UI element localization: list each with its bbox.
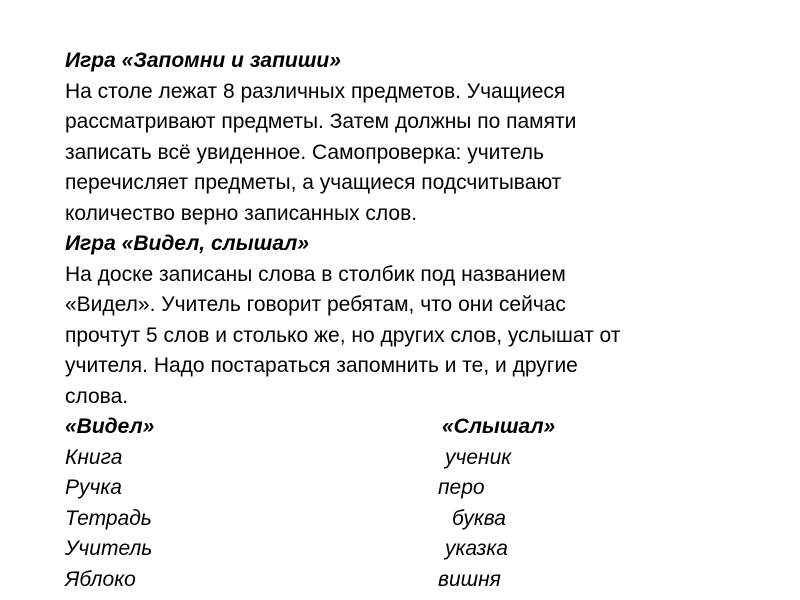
heard-word: вишня bbox=[438, 567, 501, 591]
word-row bbox=[65, 565, 765, 596]
seen-word: Книга bbox=[65, 445, 123, 469]
game1-title: Игра «Запомни и запиши» bbox=[65, 49, 341, 72]
game2-line: слова. bbox=[65, 384, 129, 408]
word-row bbox=[65, 504, 765, 535]
game1-line: На столе лежат 8 различных предметов. Учащиеся bbox=[65, 79, 566, 103]
heard-word: перо bbox=[438, 476, 485, 499]
game2-line: учителя. Надо постараться запомнить и те, и другие bbox=[65, 354, 578, 377]
game1-line: перечисляет предметы, а учащиеся подсчитывают bbox=[65, 171, 562, 194]
word-row bbox=[65, 473, 765, 504]
seen-word: Учитель bbox=[65, 537, 153, 560]
text-block bbox=[65, 46, 765, 595]
game2-line: На доске записаны слова в столбик под названием bbox=[65, 262, 566, 286]
word-row bbox=[65, 534, 765, 565]
columns-header-row bbox=[65, 412, 765, 443]
game1-line: записать всё увиденное. Самопроверка: учитель bbox=[65, 140, 544, 164]
seen-word: Тетрадь bbox=[65, 506, 152, 530]
game2-line: прочтут 5 слов и столько же, но других слов, услышат от bbox=[65, 323, 621, 347]
heard-column-header: «Слышал» bbox=[442, 415, 556, 438]
seen-column-header: «Видел» bbox=[65, 415, 155, 438]
game2-line: «Видел». Учитель говорит ребятам, что они сейчас bbox=[65, 293, 566, 316]
heard-word: ученик bbox=[445, 445, 512, 469]
game2-title: Игра «Видел, слышал» bbox=[65, 232, 310, 255]
seen-word: Яблоко bbox=[65, 567, 136, 591]
game1-line: количество верно записанных слов. bbox=[65, 201, 418, 225]
seen-word: Ручка bbox=[65, 476, 122, 499]
word-row bbox=[65, 443, 765, 474]
heard-word: буква bbox=[452, 506, 506, 530]
game1-line: рассматривают предметы. Затем должны по памяти bbox=[65, 110, 577, 133]
heard-word: указка bbox=[445, 537, 508, 560]
